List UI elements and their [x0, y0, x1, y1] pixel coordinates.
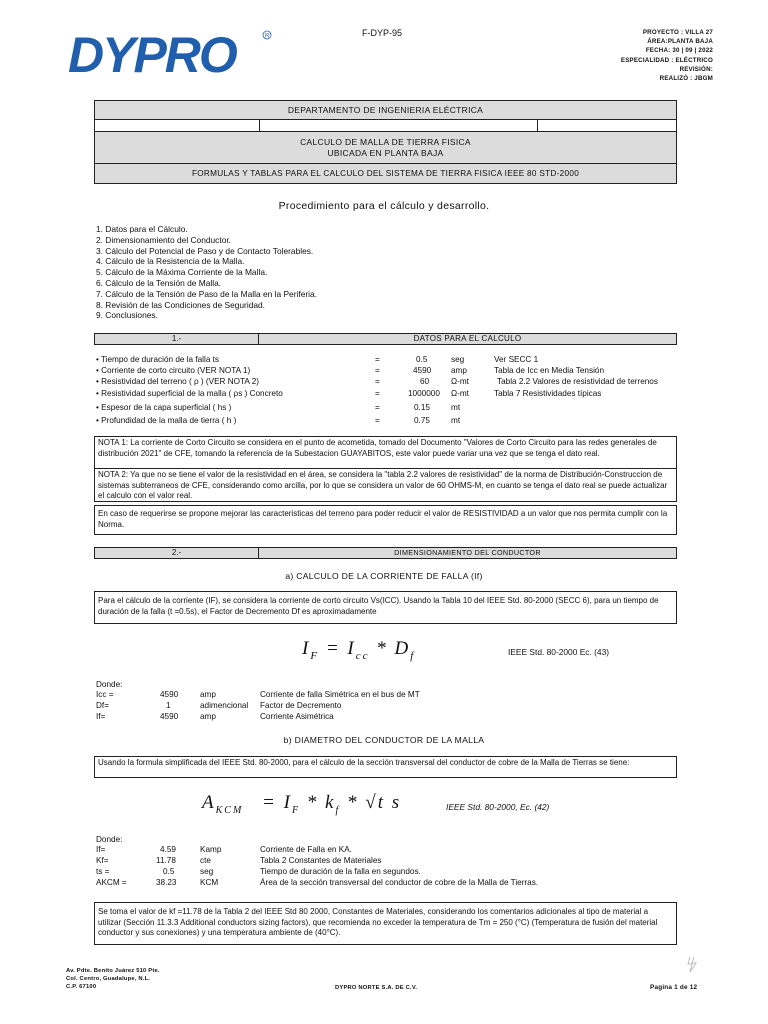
data-label: • Tiempo de duración de la falla ts [96, 355, 220, 364]
data-eq: = [375, 355, 380, 364]
var-unit: Kamp [200, 845, 222, 854]
var-symbol: Icc = [96, 690, 114, 699]
svg-text:R: R [265, 33, 270, 40]
var-value: 0.5 [163, 867, 175, 876]
data-value: 1000000 [408, 389, 440, 398]
data-unit: seg [451, 355, 465, 364]
footer-address [66, 967, 160, 992]
footer-address-line2: Col. Centro, Guadalupe, N.L. [66, 976, 151, 983]
eq-a-mid: = I [325, 638, 356, 659]
data-label: • Resistividad del terreno ( ρ ) (VER NOTA 2) [96, 377, 259, 386]
data-unit: Ω-mt [451, 377, 469, 386]
footer-page-number: Pagina 1 de 12 [650, 984, 698, 991]
project-date: FECHA: 30 | 09 | 2022 [645, 47, 713, 55]
list-item: 9. Conclusiones. [96, 310, 158, 321]
var-symbol: Kf= [96, 856, 109, 865]
var-unit: amp [200, 712, 216, 721]
eq-b-reference: IEEE Std. 80-2000, Ec. (42) [446, 802, 550, 812]
project-author: REALIZÓ : JBGM [659, 75, 713, 83]
data-eq: = [375, 416, 380, 425]
eq-b-tail: * √t s [347, 792, 402, 813]
formulas-title: FORMULAS Y TABLAS PARA EL CALCULO DEL SISTEMA DE TIERRA FISICA IEEE 80 STD-2000 [94, 164, 677, 184]
data-unit: amp [451, 366, 467, 375]
department-title: DEPARTAMENTO DE INGENIERIA ELÉCTRICA [94, 100, 677, 120]
var-value: 4590 [160, 690, 179, 699]
data-label: • Corriente de corto circuito (VER NOTA 1) [96, 366, 251, 375]
eq-a-rhs-sub: f [410, 649, 416, 662]
list-item: 1. Datos para el Cálculo. [96, 224, 188, 234]
company-logo [66, 28, 276, 80]
footer-company: DYPRO NORTE S.A. DE C.V. [335, 985, 418, 991]
var-symbol: If= [96, 845, 106, 854]
calc-title-line2: UBICADA EN PLANTA BAJA [327, 147, 444, 158]
list-item: 5. Cálculo de la Máxima Corriente de la Malla. [96, 267, 268, 278]
data-value: 0.75 [414, 416, 430, 425]
fault-current-equation [302, 638, 415, 662]
var-unit: KCM [200, 878, 219, 887]
conductor-area-equation [202, 792, 401, 816]
subsection-a-title: a) CALCULO DE LA CORRIENTE DE FALLA (If) [285, 571, 483, 581]
eq-a-reference: IEEE Std. 80-2000 Ec. (43) [508, 647, 610, 657]
data-label: • Espesor de la capa superficial ( hs ) [96, 403, 232, 412]
list-item: 3. Cálculo del Potencial de Paso y de Contacto Tolerables. [96, 245, 314, 256]
footer-address-line3: C.P. 67100 [66, 984, 97, 991]
section1-header [94, 333, 677, 345]
note-3: En caso de requerirse se propone mejorar las caracteristicas del terreno para poder reducir el valor de RESISTIVIDAD a un valor que nos permita cumplir con la Norma. [94, 505, 677, 535]
var-value: 38.23 [156, 878, 177, 887]
eq-a-lhs-sub: F [310, 649, 320, 662]
var-symbol: AKCM = [96, 878, 127, 887]
var-value: 1 [166, 701, 171, 710]
data-label: • Profundidad de la malla de tierra ( h ) [96, 416, 237, 425]
section1-title: DATOS PARA EL CALCULO [413, 334, 522, 343]
data-ref: Ver SECC 1 [494, 355, 539, 364]
section2-title: DIMENSIONAMIENTO DEL CONDUCTOR [394, 548, 541, 557]
project-revision: REVISIÓN: [679, 65, 713, 73]
section1-number: 1.- [95, 334, 259, 344]
data-eq: = [375, 403, 380, 412]
var-value: 4.59 [160, 845, 176, 854]
note-2: NOTA 2: Ya que no se tiene el valor de la resistividad en el área, se considera la "tabla 2.2 valores de resistividad" de la norma de Distribución-Construccion de sistemas subterraneos de CFE, considerando como arcilla, por lo que se considera un valor de 60 OHMS-M, en cuanto se tenga el dato real se puede actualizar el calculo con el valor real. [94, 469, 677, 502]
project-name: PROYECTO : VILLA 27 [642, 29, 713, 36]
donde-label-a: Donde: [96, 680, 123, 689]
eq-b-lhs-sub: KCM [215, 804, 244, 816]
steps-list [96, 224, 317, 321]
list-item: 7. Cálculo de la Tensión de Paso de la Malla en la Periferia. [96, 288, 317, 299]
title-blank-row [94, 120, 677, 132]
var-desc: Corriente de Falla en KA. [260, 845, 352, 854]
data-unit: Ω-mt [451, 389, 469, 398]
data-eq: = [375, 377, 380, 386]
subsection-b-note: Se toma el valor de kf =11.78 de la Tabla 2 del IEEE Std 80 2000, Constantes de Materiales, considerando los comentarios adicionales al tipo de material a utilizar (Sección 11.3.3 Additional conductors sizing factors), que recomienda no exceder la temperatura de Tm = 250 (°C) (Temperatura de fusión del material conductor y sus conexiones) y una temperatura ambiente de (40°C). [94, 902, 677, 945]
document-code: F-DYP-95 [362, 28, 403, 38]
list-item: 4. Cálculo de la Resistencia de la Malla. [96, 256, 245, 267]
data-ref: Tabla de Icc en Media Tensión [494, 366, 604, 375]
subsection-a-text: Para el cálculo de la corriente (IF), se considera la corriente de corto circuito Vs(ICC). Usando la Tabla 10 del IEEE Std. 80-2000 (SECC 6), para un tiempo de duración de la falla (t =0.5s), el Factor de Decremento Df es aproximadamente [94, 591, 677, 624]
eq-b-k-sub: f [335, 804, 341, 816]
data-unit: mt [451, 403, 461, 412]
var-value: 4590 [160, 712, 179, 721]
data-value: 0.5 [416, 355, 428, 364]
var-desc: Tiempo de duración de la falla en segundos. [260, 867, 421, 876]
data-ref: Tabla 2.2 Valores de resistividad de terrenos [497, 377, 658, 386]
section2-header [94, 547, 677, 559]
data-value: 60 [420, 377, 430, 386]
calc-title [94, 132, 677, 164]
subsection-b-text: Usando la formula simplificada del IEEE Std. 80-2000, para el cálculo de la sección transversal del conductor de cobre de la Malla de Tierras se tiene: [94, 756, 677, 778]
calc-title-line1: CALCULO DE MALLA DE TIERRA FISICA [300, 136, 471, 147]
lightning-icon [684, 956, 700, 974]
var-desc: Corriente Asimétrica [260, 712, 334, 721]
logo-text: DYPRO [68, 28, 236, 80]
data-value: 0.15 [414, 403, 430, 412]
eq-a-lhs: I [302, 638, 311, 659]
eq-b-lhs: A [202, 792, 216, 813]
var-unit: seg [200, 867, 214, 876]
note-1: NOTA 1: La corriente de Corto Circuito se considera en el punto de acometida, tomado del Documento "Valores de Corto Circuito para las redes generales de distribución 2021" de CFE, tomando la referencia de la Subestacion GUAYABITOS, este valor puede variar una vez que se tenga el dato real. [94, 436, 677, 469]
data-label: • Resistividad superficial de la malla ( ρs ) Concreto [96, 389, 283, 398]
eq-b-mid: = I [262, 792, 292, 813]
footer-address-line1: Av. Pdte. Benito Juárez 510 Pte. [66, 968, 160, 974]
section2-number: 2.- [95, 548, 259, 558]
var-desc: Tabla 2 Constantes de Materiales [260, 856, 382, 865]
var-desc: Corriente de falla Simétrica en el bus de MT [260, 690, 420, 699]
data-value: 4590 [413, 366, 432, 375]
var-desc: Factor de Decremento [260, 701, 342, 710]
eq-b-k: * k [306, 792, 336, 813]
list-item: 8. Revisión de las Condiciones de Seguridad. [96, 299, 266, 310]
data-ref: Tabla 7 Resistividades típicas [494, 389, 602, 398]
donde-label-b: Donde: [96, 835, 123, 844]
list-item: 6. Cálculo de la Tensión de Malla. [96, 277, 222, 288]
list-item: 2. Dimensionamiento del Conductor. [96, 234, 232, 245]
eq-a-rhs: * D [376, 638, 411, 659]
eq-a-mid-sub: cc [355, 649, 370, 662]
data-unit: mt [451, 416, 461, 425]
project-specialty: ESPECIALIDAD : ELÉCTRICO [620, 56, 713, 64]
var-unit: cte [200, 856, 211, 865]
var-symbol: ts = [96, 867, 110, 876]
data-eq: = [375, 389, 380, 398]
eq-b-mid-sub: F [291, 804, 301, 816]
project-area: ÁREA:PLANTA BAJA [647, 38, 713, 46]
var-unit: adimencional [200, 701, 249, 710]
var-symbol: Df= [96, 701, 109, 710]
project-info [621, 28, 713, 83]
procedure-title: Procedimiento para el cálculo y desarrollo. [278, 200, 490, 212]
var-unit: amp [200, 690, 216, 699]
var-symbol: If= [96, 712, 106, 721]
data-eq: = [375, 366, 380, 375]
var-value: 11.78 [156, 856, 176, 865]
subsection-b-title: b) DIAMETRO DEL CONDUCTOR DE LA MALLA [283, 735, 485, 745]
var-desc: Área de la sección transversal del conductor de cobre de la Malla de Tierras. [260, 878, 539, 887]
